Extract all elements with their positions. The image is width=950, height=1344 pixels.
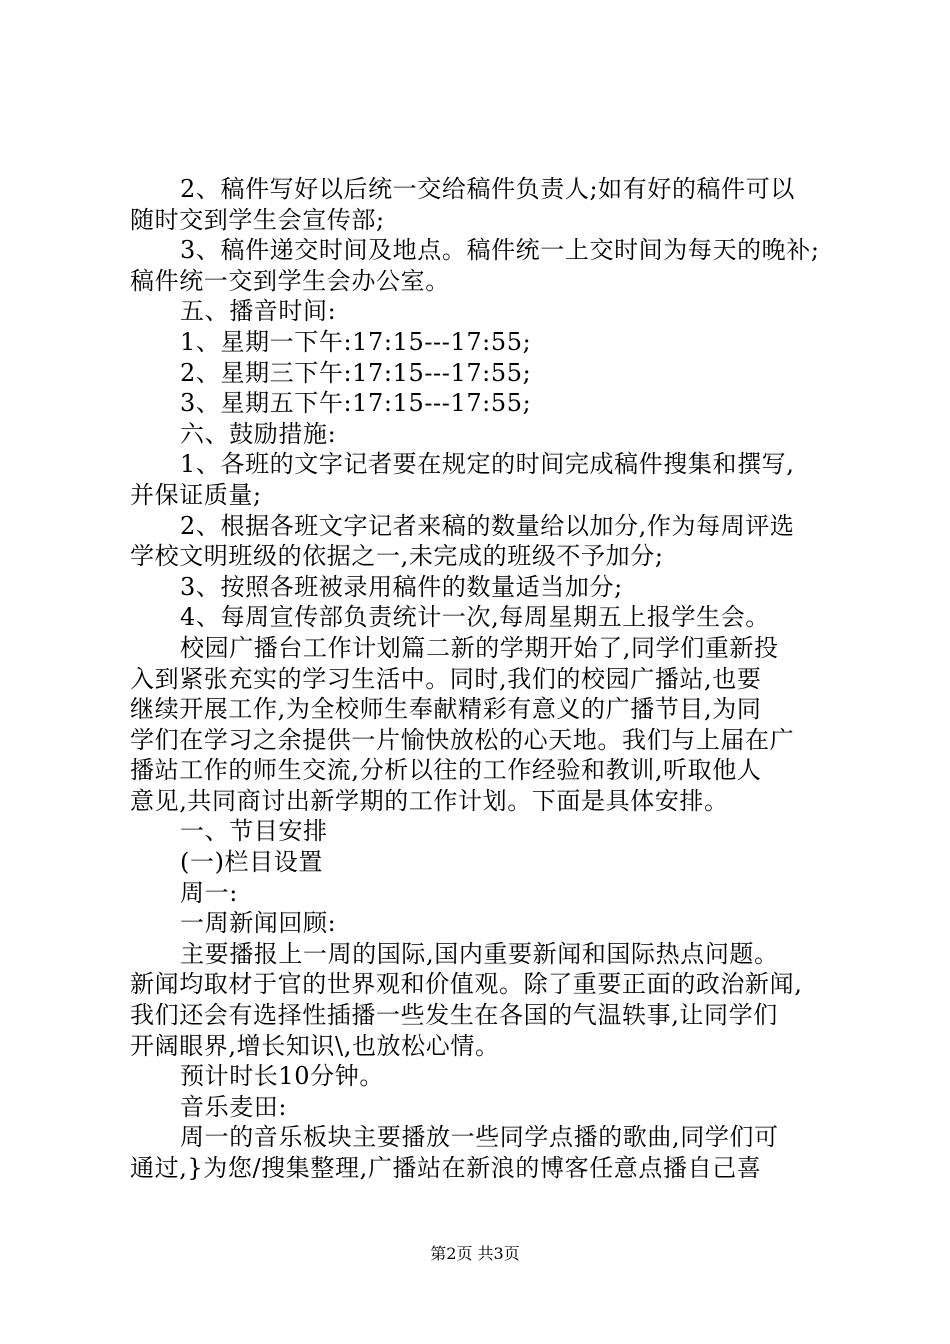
- text-line: 4、每周宣传部负责统计一次,每周星期五上报学生会。: [180, 603, 770, 632]
- text-line: 通过,}为您/搜集整理,广播站在新浪的博客任意点播自己喜: [130, 1154, 762, 1182]
- text-line: 预计时长10分钟。: [180, 1062, 384, 1091]
- text-line: 1、各班的文字记者要在规定的时间完成稿件搜集和撰写,: [180, 450, 795, 479]
- text-line: 一周新闻回顾:: [180, 909, 337, 938]
- text-line: 稿件统一交到学生会办公室。: [130, 266, 450, 295]
- text-line: 随时交到学生会宣传部;: [130, 205, 385, 234]
- text-line: 3、星期五下午:17:15---17:55;: [180, 389, 532, 418]
- text-line: 主要播报上一周的国际,国内重要新闻和国际热点问题。: [180, 939, 779, 968]
- text-line: 周一:: [180, 878, 238, 907]
- text-line: 2、星期三下午:17:15---17:55;: [180, 358, 532, 387]
- text-line: 并保证质量;: [130, 480, 262, 509]
- text-line: 学们在学习之余提供一片愉快放松的心天地。我们与上届在广: [130, 725, 795, 754]
- text-line: 校园广播台工作计划篇二新的学期开始了,同学们重新投: [180, 633, 779, 662]
- text-line: 入到紧张充实的学习生活中。同时,我们的校园广播站,也要: [130, 664, 762, 693]
- text-line: 学校文明班级的依据之一,未完成的班级不予加分;: [130, 542, 664, 571]
- text-line: 3、稿件递交时间及地点。稿件统一上交时间为每天的晚补;: [180, 236, 820, 265]
- document-body: [130, 174, 830, 1184]
- text-line: 五、播音时间:: [180, 297, 337, 326]
- text-line: 一、节目安排: [180, 817, 328, 846]
- text-line: 3、按照各班被录用稿件的数量适当加分;: [180, 572, 623, 601]
- text-line: 新闻均取材于官的世界观和价值观。除了重要正面的政治新闻,: [130, 970, 803, 999]
- text-line: 开阔眼界,增长知识\,也放松心情。: [130, 1031, 500, 1060]
- text-line: 我们还会有选择性插播一些发生在各国的气温轶事,让同学们: [130, 1001, 778, 1030]
- text-line: 2、稿件写好以后统一交给稿件负责人;如有好的稿件可以: [180, 175, 795, 203]
- text-line: 继续开展工作,为全校师生奉献精彩有意义的广播节目,为同: [130, 695, 762, 724]
- text-line: (一)栏目设置: [180, 848, 323, 877]
- text-line: 周一的音乐板块主要播放一些同学点播的歌曲,同学们可: [180, 1123, 779, 1152]
- text-line: 音乐麦田:: [180, 1092, 288, 1121]
- page-footer: 第2页 共3页: [430, 1244, 520, 1263]
- text-line: 六、鼓励措施:: [180, 419, 337, 448]
- text-line: 1、星期一下午:17:15---17:55;: [180, 327, 532, 356]
- text-line: 播站工作的师生交流,分析以往的工作经验和教训,听取他人: [130, 756, 762, 785]
- text-line: 意见,共同商讨出新学期的工作计划。下面是具体安排。: [130, 786, 729, 815]
- text-line: 2、根据各班文字记者来稿的数量给以加分,作为每周评选: [180, 511, 795, 540]
